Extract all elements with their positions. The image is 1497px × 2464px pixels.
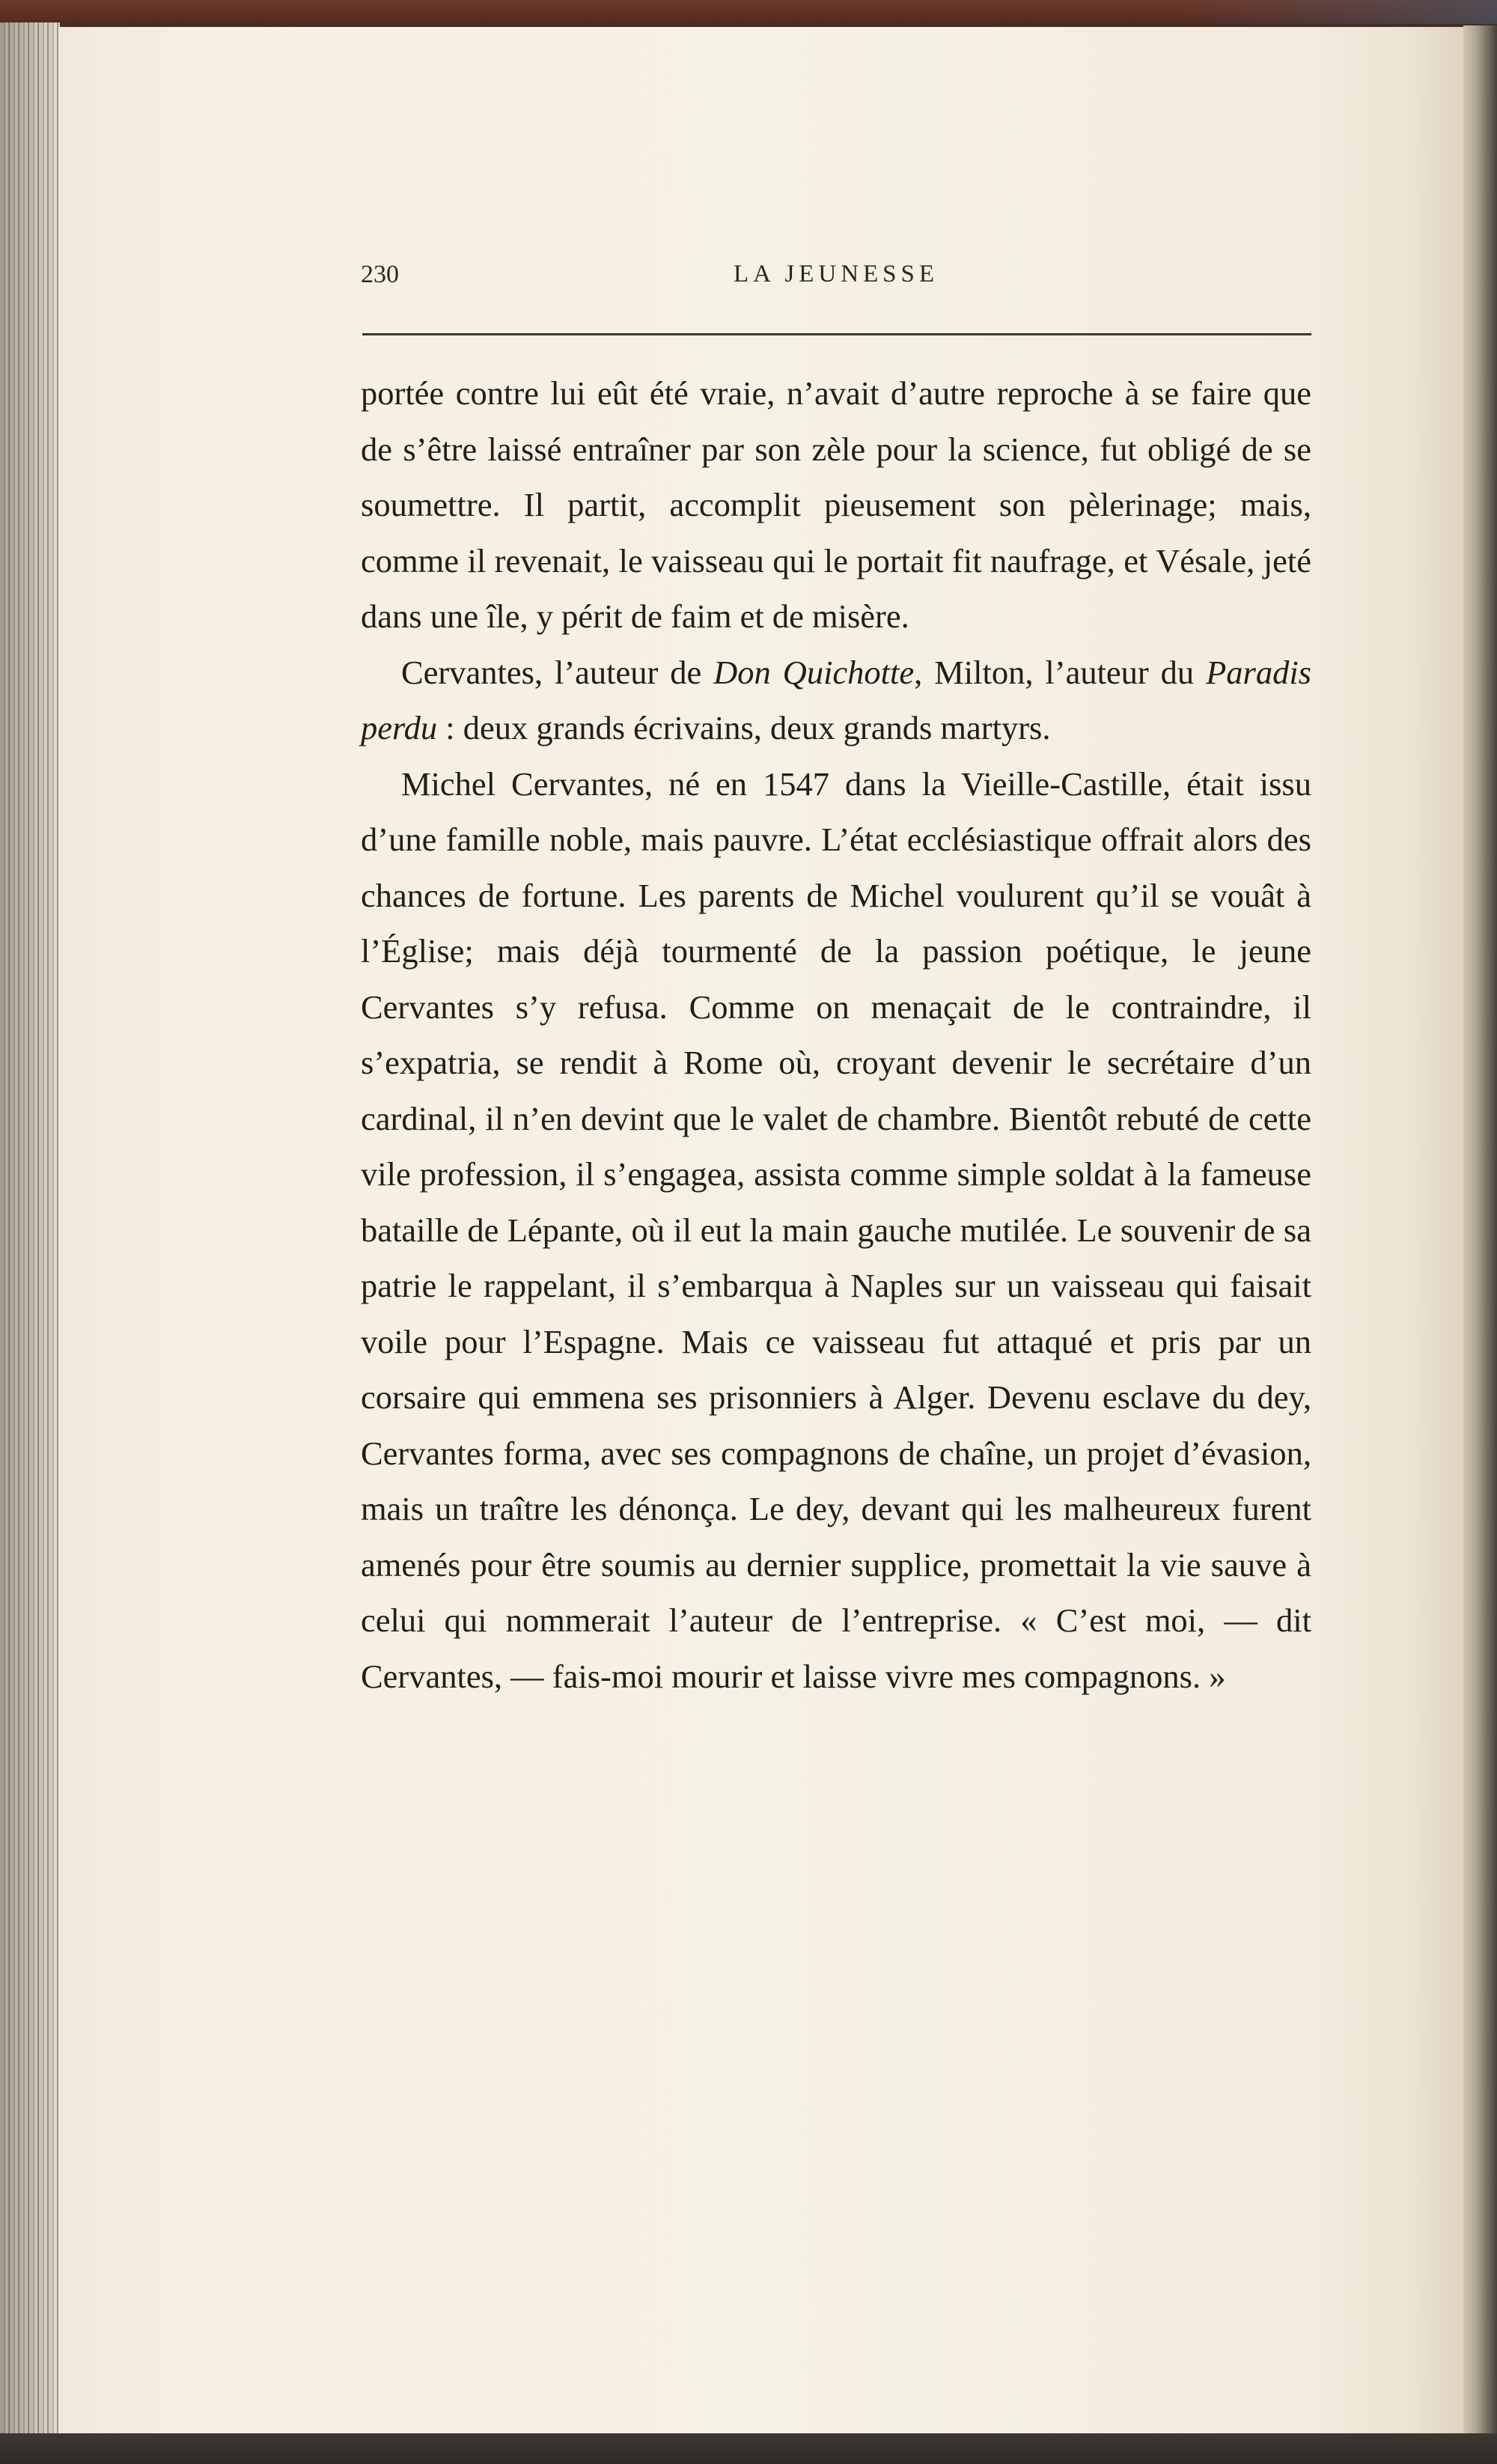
running-title: LA JEUNESSE [733,261,939,288]
book-cover-top-edge [0,0,1497,30]
paragraph-2-text-e: : deux grands écrivains, deux grands martyrs. [437,709,1051,746]
stacked-page-edges-left [0,22,60,2441]
gutter-shadow [0,22,60,2441]
paragraph-2-text-a: Cervantes, l’auteur de [401,653,714,691]
header-rule [362,333,1311,335]
paragraph-1: portée contre lui eût été vraie, n’avait d’autre reproche à se faire que de s’être laissé entraîner par son zèle pour la science, fut obligé de se soumettre. Il partit, accomplit pieusement son pèlerinage; mais, comme il revenait, le vaisseau qui le portait fit naufrage, et Vésale, jeté dans une île, y périt de faim et de misère. [361,374,1311,635]
cover-edge-tint [1183,0,1497,24]
paragraph-2 [361,645,1311,756]
page-number: 230 [361,261,399,288]
page-edge-right [1463,25,1497,2440]
paragraph-2-text-c: , Milton, l’auteur du [914,653,1207,691]
body-text [361,365,1311,1704]
title-paradis-perdu: Paradis perdu [361,653,1311,746]
paragraph-3: Michel Cervantes, né en 1547 dans la Vieille-Castille, était issu d’une famille noble, mais pauvre. L’état ecclésiastique offrait alors des chances de fortune. Les parents de Michel voulurent qu’il se vouât à l’Église; mais déjà tourmenté de la passion poétique, le jeune Cervantes s’y refusa. Comme on menaçait de le contraindre, il s’expatria, se rendit à Rome où, croyant devenir le secrétaire d’un cardinal, il n’en devint que le valet de chambre. Bientôt rebuté de cette vile profession, il s’engagea, assista comme simple soldat à la fameuse bataille de Lépante, où il eut la main gauche mutilée. Le souvenir de sa patrie le rappelant, il s’embarqua à Naples sur un vaisseau qui faisait voile pour l’Espagne. Mais ce vaisseau fut attaqué et pris par un corsaire qui emmena ses prisonniers à Alger. Devenu esclave du dey, Cervantes forma, avec ses compagnons de chaîne, un projet d’évasion, mais un traître les dénonça. Le dey, devant qui les malheureux furent amenés pour être soumis au dernier supplice, promettait la vie sauve à celui qui nommerait l’auteur de l’entreprise. « C’est moi, — dit Cervantes, — fais-moi mourir et laisse vivre mes compagnons. » [361,764,1311,1695]
book-cover-bottom-edge [0,2433,1497,2464]
title-don-quichotte: Don Quichotte [713,653,915,691]
page-header [361,261,1311,298]
